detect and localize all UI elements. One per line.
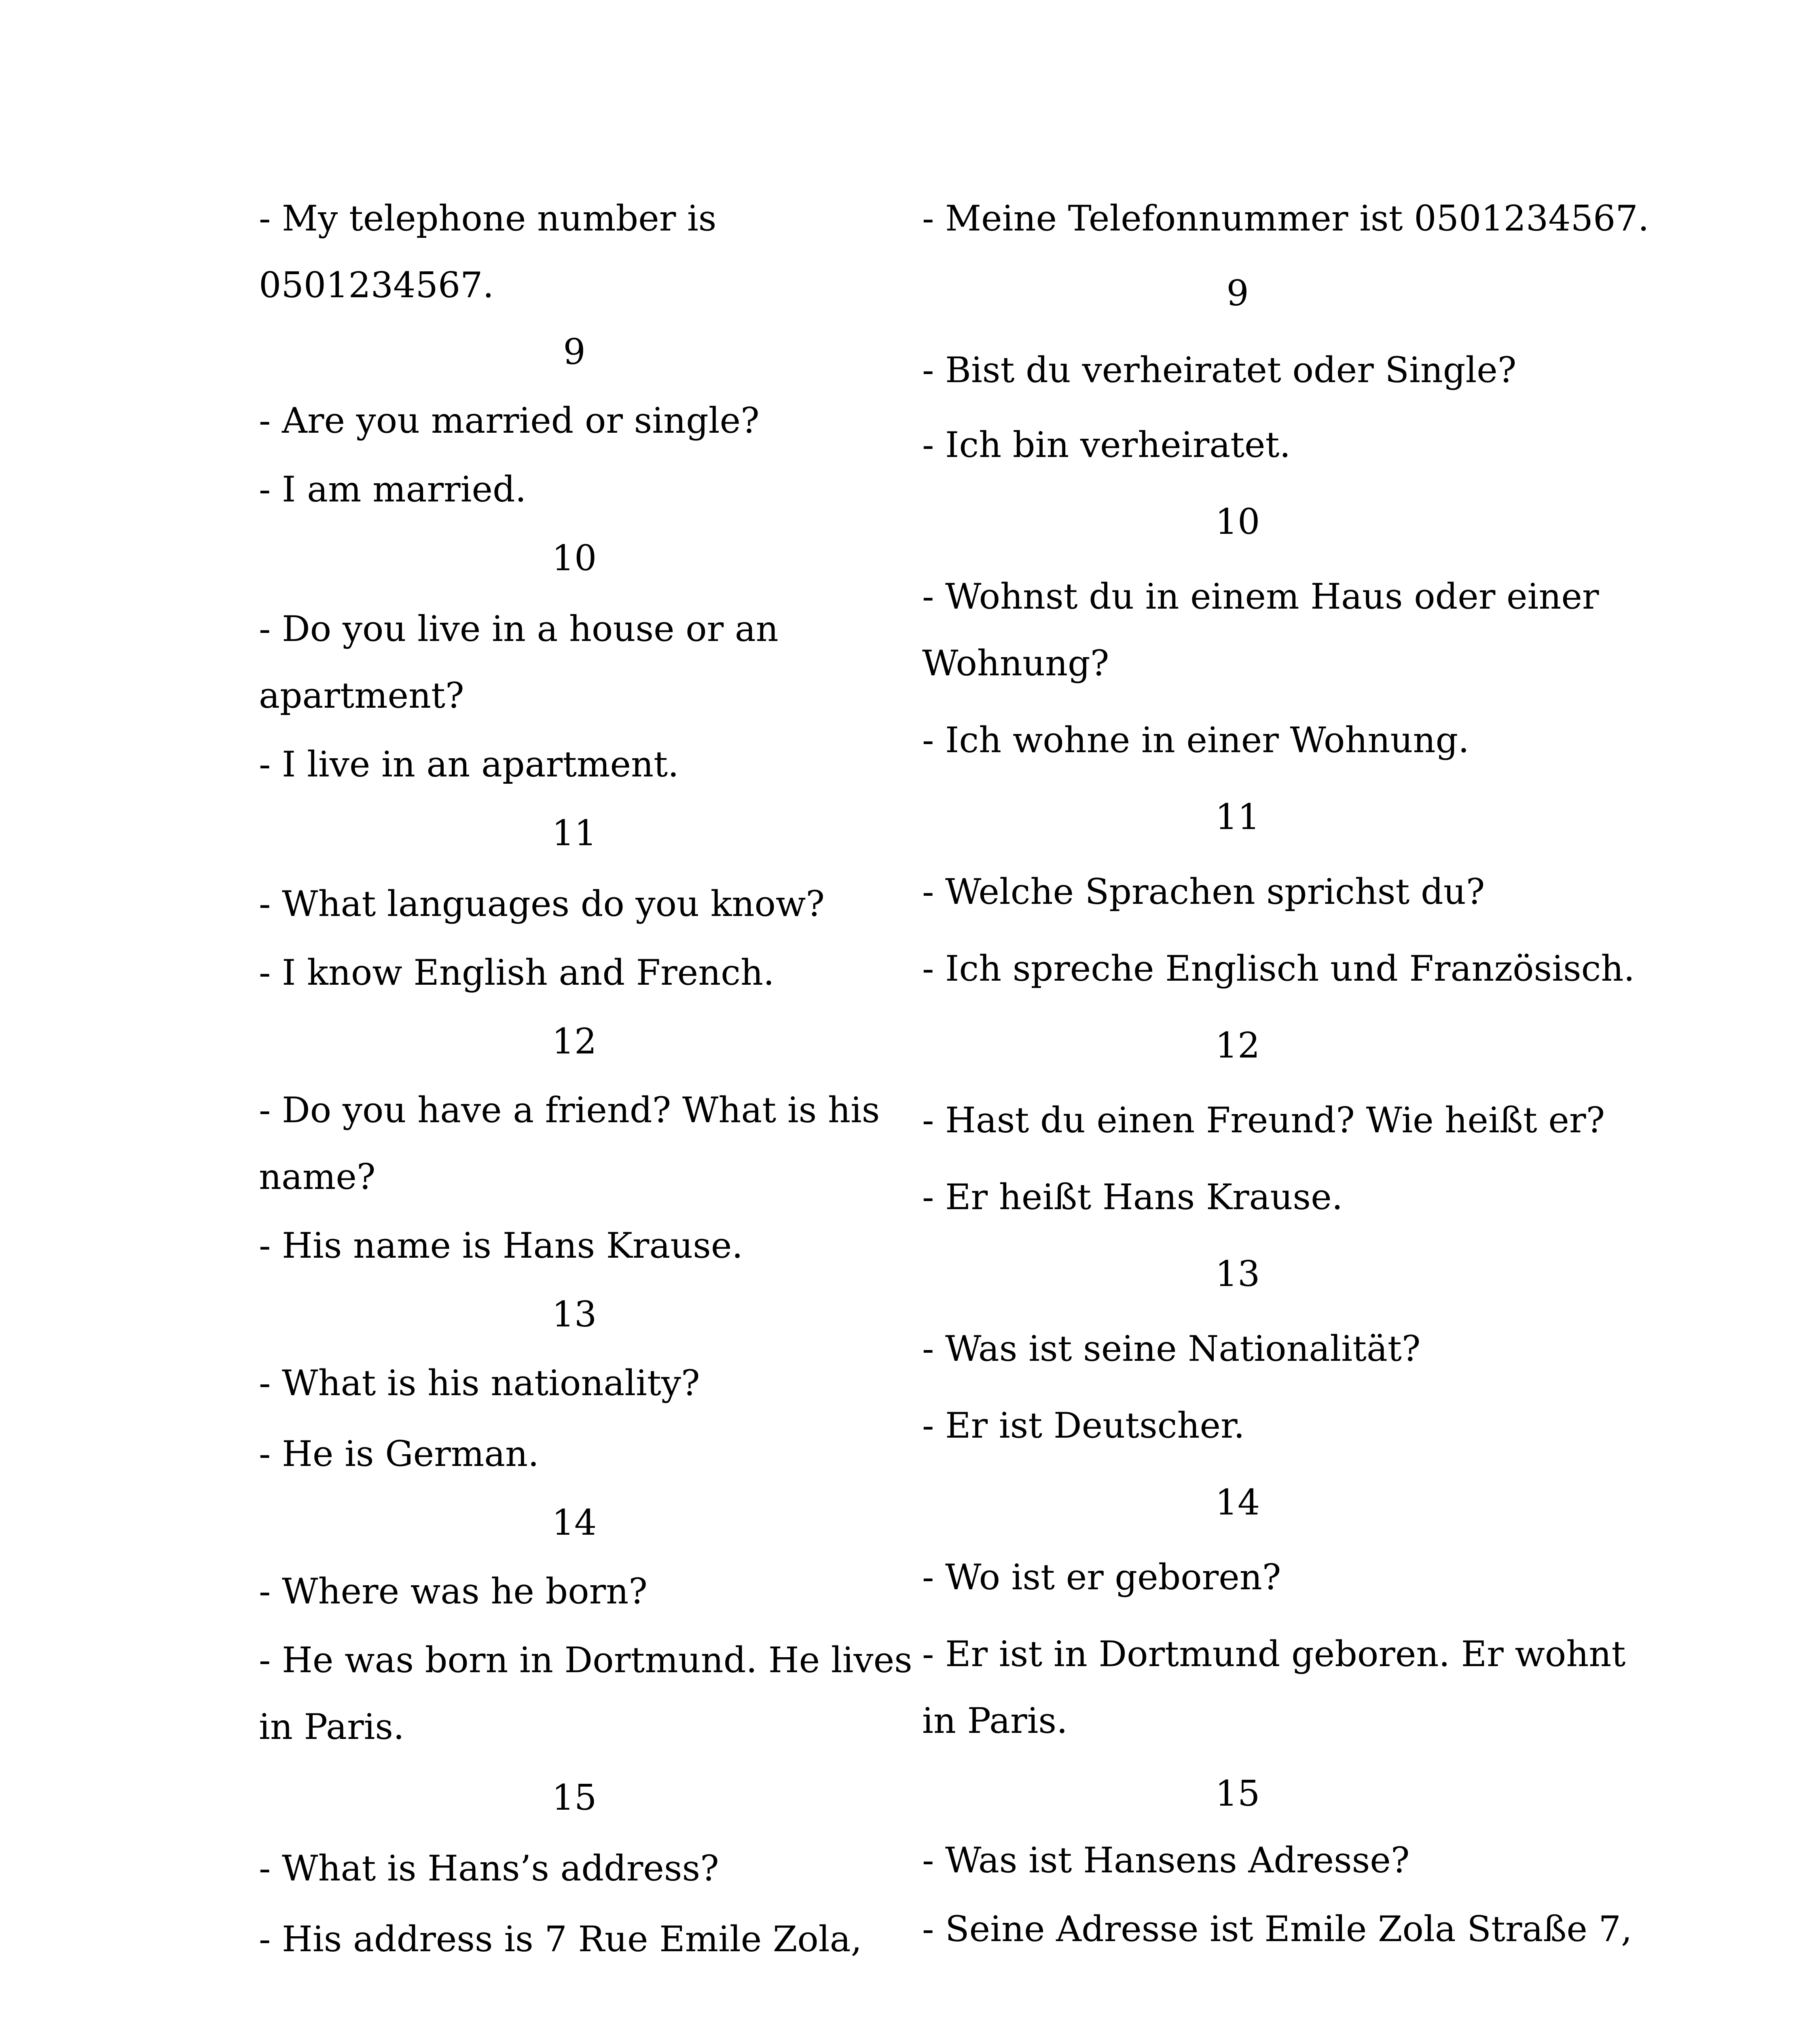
text-line: - Was ist Hansens Adresse? xyxy=(922,1840,1410,1881)
text-line: - What is Hans’s address? xyxy=(259,1848,719,1889)
text-line: - He was born in Dortmund. He lives xyxy=(259,1639,912,1681)
text-line: - Where was he born? xyxy=(259,1571,648,1612)
text-line: - Do you live in a house or an xyxy=(259,608,779,649)
text-line: name? xyxy=(259,1156,376,1197)
section-number: 13 xyxy=(552,1294,597,1335)
text-line: - Ich spreche Englisch und Französisch. xyxy=(922,948,1635,989)
text-line: - He is German. xyxy=(259,1433,539,1474)
text-line: - Meine Telefonnummer ist 0501234567. xyxy=(922,198,1649,239)
text-line: - Welche Sprachen sprichst du? xyxy=(922,871,1485,912)
text-line: - I am married. xyxy=(259,469,527,510)
text-line: - What languages do you know? xyxy=(259,883,825,924)
text-line: - His address is 7 Rue Emile Zola, xyxy=(259,1918,862,1960)
german-column xyxy=(922,0,1649,2022)
text-line: - Er ist in Dortmund geboren. Er wohnt xyxy=(922,1633,1626,1675)
text-line: in Paris. xyxy=(259,1706,404,1747)
text-line: - Er heißt Hans Krause. xyxy=(922,1176,1343,1218)
text-line: apartment? xyxy=(259,675,464,716)
text-line: - Do you have a friend? What is his xyxy=(259,1089,880,1131)
section-number: 10 xyxy=(1215,501,1260,542)
text-line: in Paris. xyxy=(922,1700,1068,1741)
section-number: 12 xyxy=(1215,1025,1260,1066)
section-number: 13 xyxy=(1215,1253,1260,1294)
text-line: - Hast du einen Freund? Wie heißt er? xyxy=(922,1100,1605,1141)
text-line: - Wohnst du in einem Haus oder einer xyxy=(922,576,1599,617)
section-number: 15 xyxy=(552,1777,597,1818)
section-number: 15 xyxy=(1215,1773,1260,1814)
english-column xyxy=(259,0,914,2022)
text-line: - Er ist Deutscher. xyxy=(922,1405,1245,1446)
section-number: 14 xyxy=(552,1502,597,1543)
section-number: 12 xyxy=(552,1021,597,1062)
text-line: - Ich wohne in einer Wohnung. xyxy=(922,719,1469,761)
section-number: 11 xyxy=(552,812,597,854)
text-line: 0501234567. xyxy=(259,264,494,306)
text-line: - His name is Hans Krause. xyxy=(259,1225,743,1266)
text-line: - I live in an apartment. xyxy=(259,744,679,785)
section-number: 10 xyxy=(552,537,597,579)
text-line: - My telephone number is xyxy=(259,198,717,239)
text-line: - Wo ist er geboren? xyxy=(922,1557,1281,1598)
text-line: - I know English and French. xyxy=(259,952,775,993)
text-line: - Bist du verheiratet oder Single? xyxy=(922,349,1517,391)
section-number: 14 xyxy=(1215,1482,1260,1523)
section-number: 9 xyxy=(1226,273,1249,314)
text-line: - Seine Adresse ist Emile Zola Straße 7, xyxy=(922,1908,1632,1950)
text-line: - What is his nationality? xyxy=(259,1362,700,1404)
section-number: 9 xyxy=(563,331,586,372)
section-number: 11 xyxy=(1215,796,1260,838)
text-line: Wohnung? xyxy=(922,643,1109,684)
text-line: - Ich bin verheiratet. xyxy=(922,424,1291,465)
text-line: - Was ist seine Nationalität? xyxy=(922,1328,1421,1369)
text-line: - Are you married or single? xyxy=(259,400,760,441)
